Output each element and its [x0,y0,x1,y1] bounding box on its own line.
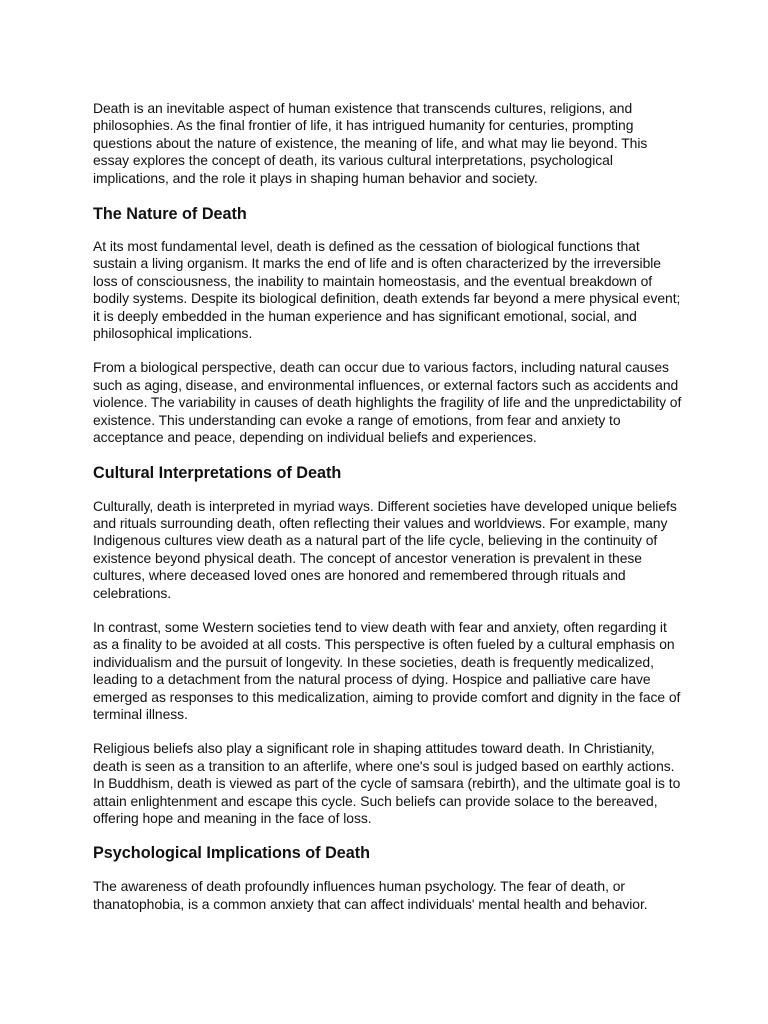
paragraph: In contrast, some Western societies tend to view death with fear and anxiety, often regarding it as a finality to be avoided at all costs. This perspective is often fueled by a cultural emphasis on individualism and the pursuit of longevity. In these societies, death is frequently medicalized, leading to a detachment from the natural process of dying. Hospice and palliative care have emerged as responses to this medicalization, aiming to provide comfort and dignity in the face of terminal illness. [93,618,681,722]
paragraph: Culturally, death is interpreted in myriad ways. Different societies have developed unique beliefs and rituals surrounding death, often reflecting their values and worldviews. For example, many Indigenous cultures view death as a natural part of the life cycle, believing in the continuity of existence beyond physical death. The concept of ancestor veneration is prevalent in these cultures, where deceased loved ones are honored and remembered through rituals and celebrations. [93,497,677,601]
document-page [93,100,683,913]
paragraph: Religious beliefs also play a significant role in shaping attitudes toward death. In Christianity, death is seen as a transition to an afterlife, where one's soul is judged based on earthly actions. In Buddhism, death is viewed as part of the cycle of samsara (rebirth), and the ultimate goal is to attain enlightenment and escape this cycle. Such beliefs can provide solace to the bereaved, offering hope and meaning in the face of loss. [93,740,681,826]
paragraph: At its most fundamental level, death is defined as the cessation of biological functions that sustain a living organism. It marks the end of life and is often characterized by the irreversible loss of consciousness, the inability to maintain homeostasis, and the eventual breakdown of bodily systems. Despite its biological definition, death extends far beyond a mere physical event; it is deeply embedded in the human experience and has significant emotional, social, and philosophical implications. [93,238,681,342]
paragraph: From a biological perspective, death can occur due to various factors, including natural causes such as aging, disease, and environmental influences, or external factors such as accidents and violence. The variability in causes of death highlights the fragility of life and the unpredictability of existence. This understanding can evoke a range of emotions, from fear and anxiety to acceptance and peace, depending on individual beliefs and experiences. [93,359,682,446]
intro-paragraph: Death is an inevitable aspect of human existence that transcends cultures, religions, and philosophies. As the final frontier of life, it has intrigued humanity for centuries, prompting questions about the nature of existence, the meaning of life, and what may lie beyond. This essay explores the concept of death, its various cultural interpretations, psychological implications, and the role it plays in shaping human behavior and society. [93,100,648,186]
paragraph: The awareness of death profoundly influences human psychology. The fear of death, or thanatophobia, is a common anxiety that can affect individuals' mental health and behavior. [93,878,648,912]
section-heading-psychological-implications: Psychological Implications of Death [93,844,371,863]
section-heading-nature-of-death: The Nature of Death [93,205,247,224]
section-heading-cultural-interpretations: Cultural Interpretations of Death [93,463,342,482]
